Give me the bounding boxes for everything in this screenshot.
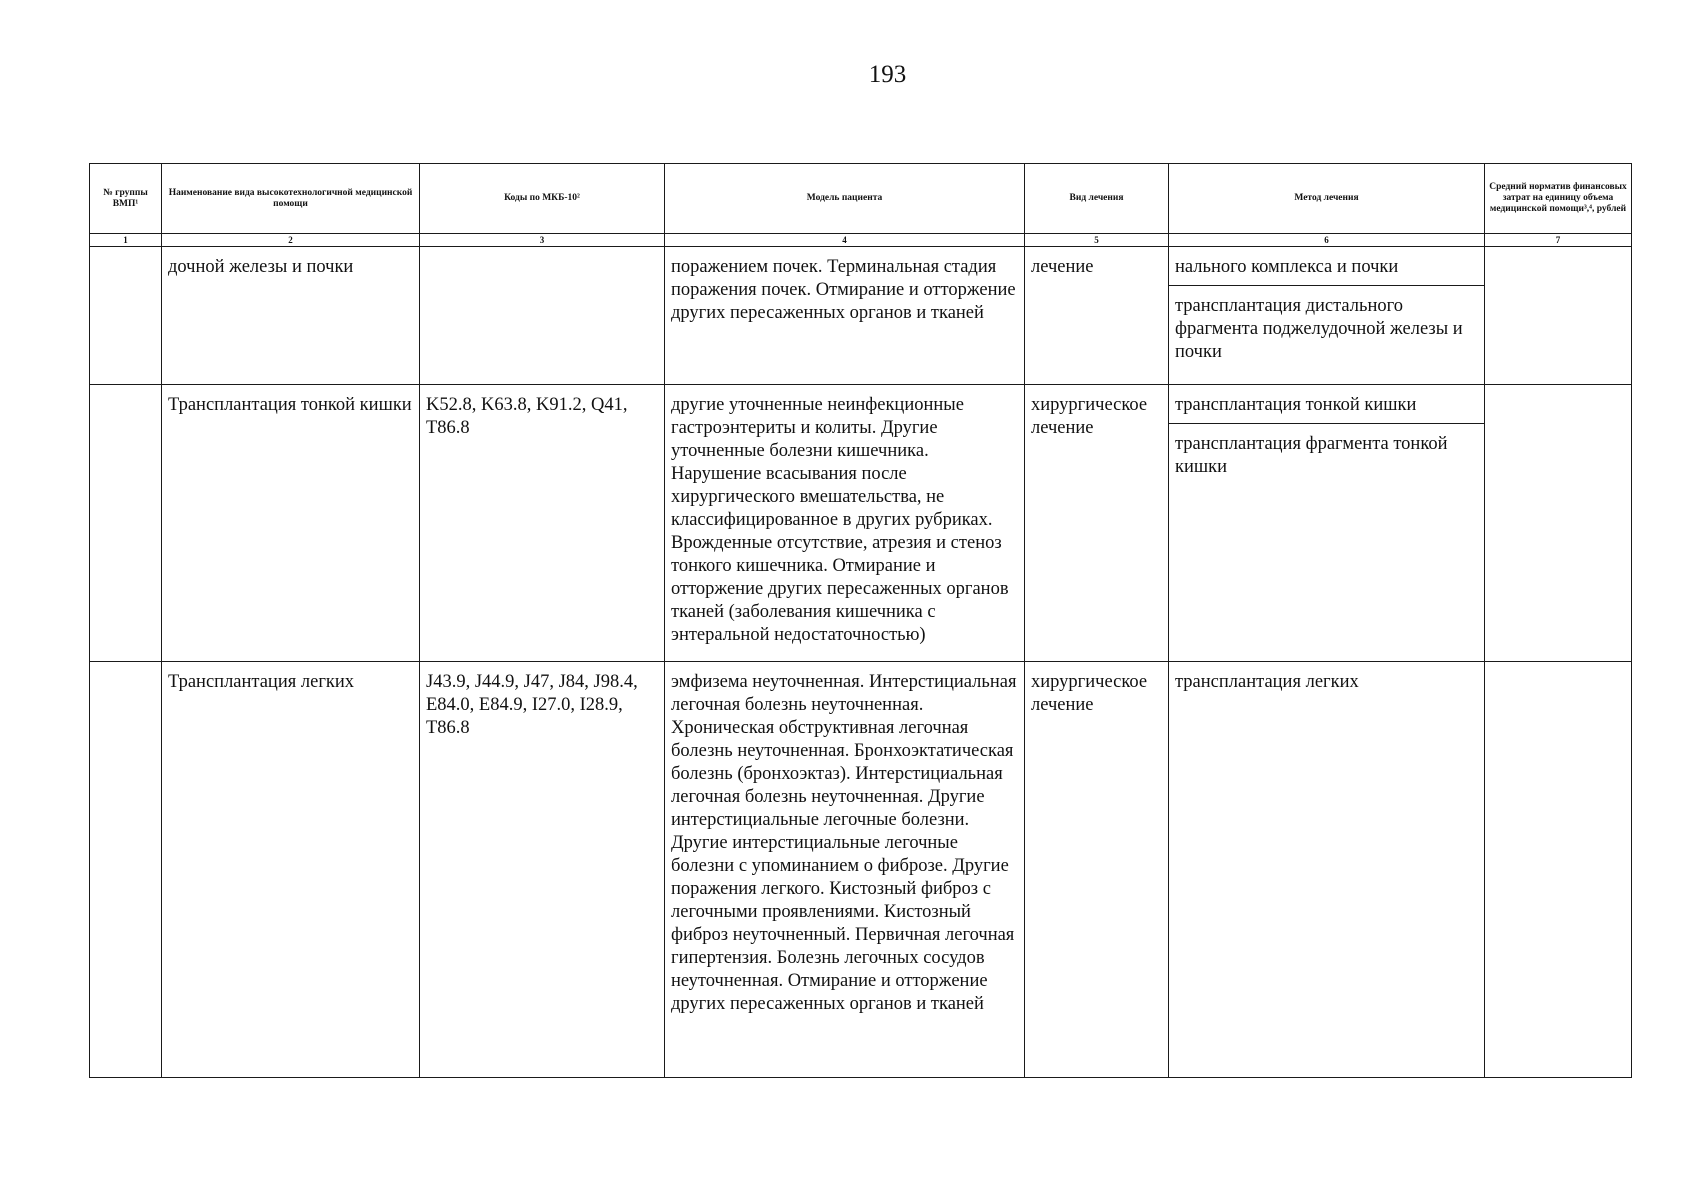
care-type-name: дочной железы и почки xyxy=(168,257,354,277)
care-type-cell xyxy=(162,385,420,662)
header-icd-codes: Коды по МКБ-10² xyxy=(420,164,665,234)
column-number: 5 xyxy=(1025,234,1169,247)
average-cost-cell xyxy=(1485,385,1632,662)
column-number-row xyxy=(90,234,1632,247)
treatment-type-cell xyxy=(1025,247,1169,385)
header-average-cost: Средний норматив финансовых затрат на единицу объема медицинской помощи³,⁴, рублей xyxy=(1485,164,1632,234)
column-number: 4 xyxy=(665,234,1025,247)
header-treatment-method: Метод лечения xyxy=(1169,164,1485,234)
header-group-number: № группы ВМП¹ xyxy=(90,164,162,234)
column-number: 1 xyxy=(90,234,162,247)
treatment-type: хирургическое лечение xyxy=(1031,672,1148,715)
treatment-method-cell xyxy=(1169,247,1485,385)
patient-model-cell xyxy=(665,662,1025,1078)
treatment-method: трансплантация тонкой кишки xyxy=(1169,385,1484,424)
patient-model: поражением почек. Терминальная стадия поражения почек. Отмирание и отторжение других пересаженных органов и тканей xyxy=(671,257,1016,323)
average-cost-cell xyxy=(1485,662,1632,1078)
vmp-table xyxy=(89,163,1632,1078)
icd-codes-cell xyxy=(420,247,665,385)
treatment-method: трансплантация легких xyxy=(1175,672,1359,692)
column-number: 3 xyxy=(420,234,665,247)
header-care-type-name: Наименование вида высокотехнологичной медицинской помощи xyxy=(162,164,420,234)
icd-codes-cell xyxy=(420,385,665,662)
column-number: 2 xyxy=(162,234,420,247)
treatment-type-cell xyxy=(1025,662,1169,1078)
patient-model-cell xyxy=(665,385,1025,662)
column-number: 6 xyxy=(1169,234,1485,247)
icd-codes xyxy=(420,247,664,262)
average-cost xyxy=(1485,662,1631,677)
treatment-type: лечение xyxy=(1031,257,1094,277)
treatment-type: хирургическое лечение xyxy=(1031,395,1148,438)
treatment-type-cell xyxy=(1025,385,1169,662)
treatment-method-cell xyxy=(1169,662,1485,1078)
group-number xyxy=(90,385,161,400)
average-cost xyxy=(1485,247,1631,262)
treatment-method: нального комплекса и почки xyxy=(1169,247,1484,286)
table-row xyxy=(90,385,1632,662)
group-number-cell xyxy=(90,385,162,662)
patient-model: другие уточненные неинфекционные гастроэнтериты и колиты. Другие уточненные болезни кишечника. Нарушение всасывания после хирургического вмешательства, не классифицированное в других рубриках. Врожденные отсутствие, атрезия и стеноз тонкого кишечника. Отмирание и отторжение других пересаженных органов тканей (заболевания кишечника с энтеральной недостаточностью) xyxy=(671,395,1009,645)
group-number-cell xyxy=(90,662,162,1078)
care-type-cell xyxy=(162,247,420,385)
icd-codes: K52.8, K63.8, K91.2, Q41, T86.8 xyxy=(426,395,628,438)
average-cost-cell xyxy=(1485,247,1632,385)
page-number: 193 xyxy=(868,61,907,88)
column-number: 7 xyxy=(1485,234,1632,247)
care-type-cell xyxy=(162,662,420,1078)
header-row xyxy=(90,164,1632,234)
table-row xyxy=(90,662,1632,1078)
treatment-method: трансплантация фрагмента тонкой кишки xyxy=(1175,434,1448,477)
icd-codes: J43.9, J44.9, J47, J84, J98.4, E84.0, E84.9, I27.0, I28.9, T86.8 xyxy=(426,672,638,738)
patient-model: эмфизема неуточненная. Интерстициальная легочная болезнь неуточненная. Хроническая обструктивная легочная болезнь неуточненная. Бронхоэктатическая болезнь (бронхоэктаз). Интерстициальная легочная болезнь неуточненная. Другие интерстициальные легочные болезни. Другие интерстициальные легочные болезни с упоминанием о фиброзе. Другие поражения легкого. Кистозный фиброз с легочными проявлениями. Кистозный фиброз неуточненный. Первичная легочная гипертензия. Болезнь легочных сосудов неуточненная. Отмирание и отторжение других пересаженных органов и тканей xyxy=(671,672,1017,1014)
group-number-cell xyxy=(90,247,162,385)
care-type-name: Трансплантация тонкой кишки xyxy=(168,395,412,415)
group-number xyxy=(90,247,161,262)
header-patient-model: Модель пациента xyxy=(665,164,1025,234)
header-treatment-type: Вид лечения xyxy=(1025,164,1169,234)
icd-codes-cell xyxy=(420,662,665,1078)
patient-model-cell xyxy=(665,247,1025,385)
average-cost xyxy=(1485,385,1631,400)
table-row xyxy=(90,247,1632,385)
group-number xyxy=(90,662,161,677)
treatment-method-cell xyxy=(1169,385,1485,662)
treatment-method: трансплантация дистального фрагмента поджелудочной железы и почки xyxy=(1175,296,1463,362)
care-type-name: Трансплантация легких xyxy=(168,672,355,692)
